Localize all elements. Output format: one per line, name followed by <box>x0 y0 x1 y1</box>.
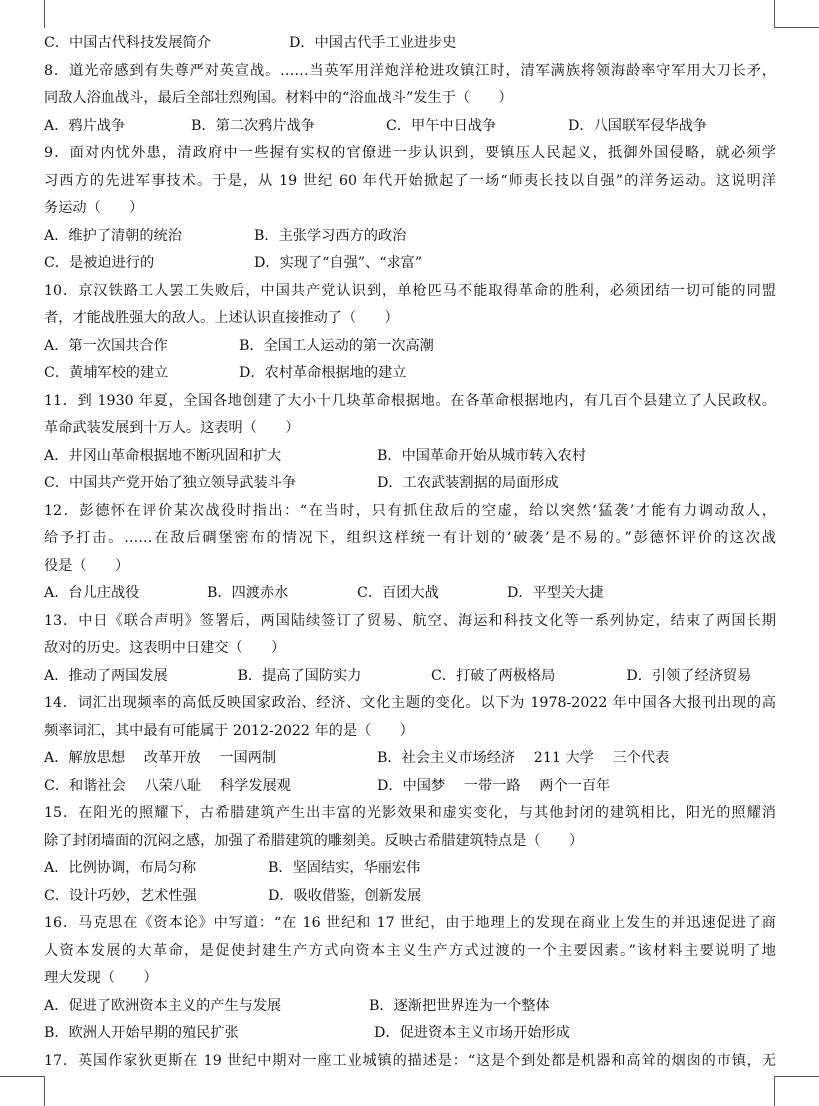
answer-option: C．甲午中日战争 <box>386 117 497 134</box>
answer-option: C．中国共产党开始了独立领导武装斗争 <box>44 475 297 491</box>
answer-option: C．中国古代科技发展简介 <box>44 35 211 51</box>
answer-option: D．八国联军侵华战争 <box>568 117 708 134</box>
answer-option: D．吸收借鉴，创新发展 <box>268 887 422 904</box>
answer-option: C．和谐社会 八荣八耻 科学发展观 <box>44 777 291 794</box>
answer-option: A．解放思想 改革开放 一国两制 <box>44 750 277 766</box>
answer-options-line <box>44 855 776 883</box>
answer-option: A．比例协调，布局匀称 <box>44 860 197 876</box>
question-text-line: 给予打击。……在敌后碉堡密布的情况下，组织这样统一有计划的‘破袭’是不易的。”彭德怀评价的这次战 <box>44 530 776 546</box>
crop-mark-bottom-right <box>774 1076 775 1106</box>
answer-options-line <box>44 663 776 691</box>
crop-mark-bottom-left <box>44 1076 45 1106</box>
crop-mark-top-left <box>44 0 45 28</box>
question-text-line: 9．面对内忧外患，清政府中一些握有实权的官僚进一步认识到，要镇压人民起义，抵御外国侵略，就必须学 <box>44 145 776 161</box>
question-text-line: 11．到 1930 年夏，全国各地创建了大小十几块革命根据地。在各革命根据地内，有几百个县建立了人民政权。 <box>44 392 776 409</box>
answer-options-line <box>44 333 776 361</box>
question-text-line: 8．道光帝感到有失尊严对英宣战。……当英军用洋炮洋枪进攻镇江时，清军满族将领海龄率守军用大刀长矛， <box>44 62 776 79</box>
answer-options-line <box>44 993 776 1021</box>
question-text-line: 16．马克思在《资本论》中写道：“在 16 世纪和 17 世纪，由于地理上的发现在商业上发生的并迅速促进了商 <box>44 915 776 931</box>
answer-options-line <box>44 1020 776 1048</box>
answer-option: B．第二次鸦片战争 <box>191 117 315 134</box>
answer-option: A．第一次国共合作 <box>44 337 168 354</box>
answer-option: D．工农武装割据的局面形成 <box>377 475 559 491</box>
crop-mark-top-right-h <box>774 27 819 28</box>
answer-option: C．百团大战 <box>357 585 439 601</box>
answer-option: D．中国梦 一带一路 两个一百年 <box>377 777 611 794</box>
crop-mark-bottom-right-h <box>774 1076 819 1077</box>
answer-options-line <box>44 360 776 388</box>
answer-option: A．维护了清朝的统治 <box>44 227 182 244</box>
answer-option: C．是被迫进行的 <box>44 255 155 271</box>
answer-option: D．引领了经济贸易 <box>626 667 752 684</box>
question-text-line: 12．彭德怀在评价某次战役时指出：“在当时，只有抓住敌后的空虚，给以突然‘猛袭’才能有力调动敌人， <box>44 502 776 519</box>
answer-option: B．全国工人运动的第一次高潮 <box>239 337 434 354</box>
answer-option: B．欧洲人开始早期的殖民扩张 <box>44 1025 239 1041</box>
answer-options-line <box>44 250 776 278</box>
answer-option: C．设计巧妙，艺术性强 <box>44 887 197 904</box>
answer-option: B．中国革命开始从城市转入农村 <box>377 447 587 464</box>
question-text-line: 14．词汇出现频率的高低反映国家政治、经济、文化主题的变化。以下为 1978-2022 年中国各大报刊出现的高 <box>44 695 776 711</box>
question-text-line: 同敌人浴血战斗，最后全部壮烈殉国。材料中的“浴血战斗”发生于（ ） <box>44 90 513 106</box>
answer-options-line <box>44 443 776 471</box>
answer-options-line <box>44 30 776 58</box>
question-text-line: 习西方的先进军事技术。于是，从 19 世纪 60 年代开始掀起了一场“师夷长技以自强”的洋务运动。这说明洋 <box>44 172 776 189</box>
crop-mark-bottom-left-h <box>0 1076 45 1077</box>
answer-option: C．黄埔军校的建立 <box>44 365 169 381</box>
answer-option: A．台儿庄战役 <box>44 585 140 601</box>
answer-option: D．平型关大捷 <box>507 585 604 601</box>
question-text-line: 革命武装发展到十万人。这表明（ ） <box>44 420 300 436</box>
answer-option: D．中国古代手工业进步史 <box>289 35 457 51</box>
question-text-line: 10．京汉铁路工人罢工失败后，中国共产党认识到，单枪匹马不能取得革命的胜利，必须团结一切可能的同盟 <box>44 282 776 299</box>
question-text-line: 人资本发展的大革命，是促使封建生产方式向资本主义生产方式过渡的一个主要因素。”该材料主要说明了地 <box>44 942 776 959</box>
crop-mark-top-right <box>774 0 775 28</box>
question-text-line: 务运动（ ） <box>44 200 144 216</box>
answer-options-line <box>44 745 776 773</box>
answer-options-line <box>44 883 776 911</box>
question-text-line: 者，才能战胜强大的敌人。上述认识直接推动了（ ） <box>44 310 399 326</box>
answer-options-line <box>44 113 776 141</box>
answer-option: A．推动了两国发展 <box>44 667 168 684</box>
answer-option: B．主张学习西方的政治 <box>254 227 407 244</box>
answer-option: C．打破了两极格局 <box>430 667 556 684</box>
question-text-line: 频率词汇，其中最有可能属于 2012-2022 年的是（ ） <box>44 722 414 739</box>
answer-option: D．农村革命根据地的建立 <box>239 365 407 381</box>
answer-option: D．促进资本主义市场开始形成 <box>374 1025 570 1041</box>
answer-option: D．实现了“自强”、“求富” <box>254 255 423 271</box>
question-text-line: 敌对的历史。这表明中日建交（ ） <box>44 640 286 656</box>
question-text-line: 17．英国作家狄更斯在 19 世纪中期对一座工业城镇的描述是：“这是个到处都是机器和高耸的烟囱的市镇，无 <box>44 1052 776 1069</box>
answer-option: A．促进了欧洲资本主义的产生与发展 <box>44 997 282 1014</box>
answer-option: B．社会主义市场经济 211 大学 三个代表 <box>377 750 670 766</box>
answer-options-line <box>44 580 776 608</box>
question-text-line: 13．中日《联合声明》签署后，两国陆续签订了贸易、航空、海运和科技文化等一系列协定，结束了两国长期 <box>44 612 776 629</box>
answer-option: B．坚固结实，华丽宏伟 <box>268 860 421 876</box>
answer-option: B．四渡赤水 <box>207 585 289 601</box>
answer-option: B．提高了国防实力 <box>237 667 362 684</box>
question-text-line: 除了封闭墙面的沉闷之感，加强了希腊建筑的雕刻美。反映古希腊建筑特点是（ ） <box>44 832 584 849</box>
answer-option: B．逐渐把世界连为一个整体 <box>369 997 550 1014</box>
question-text-line: 15．在阳光的照耀下，古希腊建筑产生出丰富的光影效果和虚实变化，与其他封闭的建筑相比，阳光的照耀消 <box>44 805 776 821</box>
answer-options-line <box>44 773 776 801</box>
answer-options-line <box>44 470 776 498</box>
question-text-line: 理大发现（ ） <box>44 970 158 986</box>
answer-options-line <box>44 223 776 251</box>
answer-option: A．鸦片战争 <box>44 117 126 134</box>
question-text-line: 役是（ ） <box>44 557 130 574</box>
answer-option: A．井冈山革命根据地不断巩固和扩大 <box>44 447 282 464</box>
exam-page <box>44 30 776 1075</box>
